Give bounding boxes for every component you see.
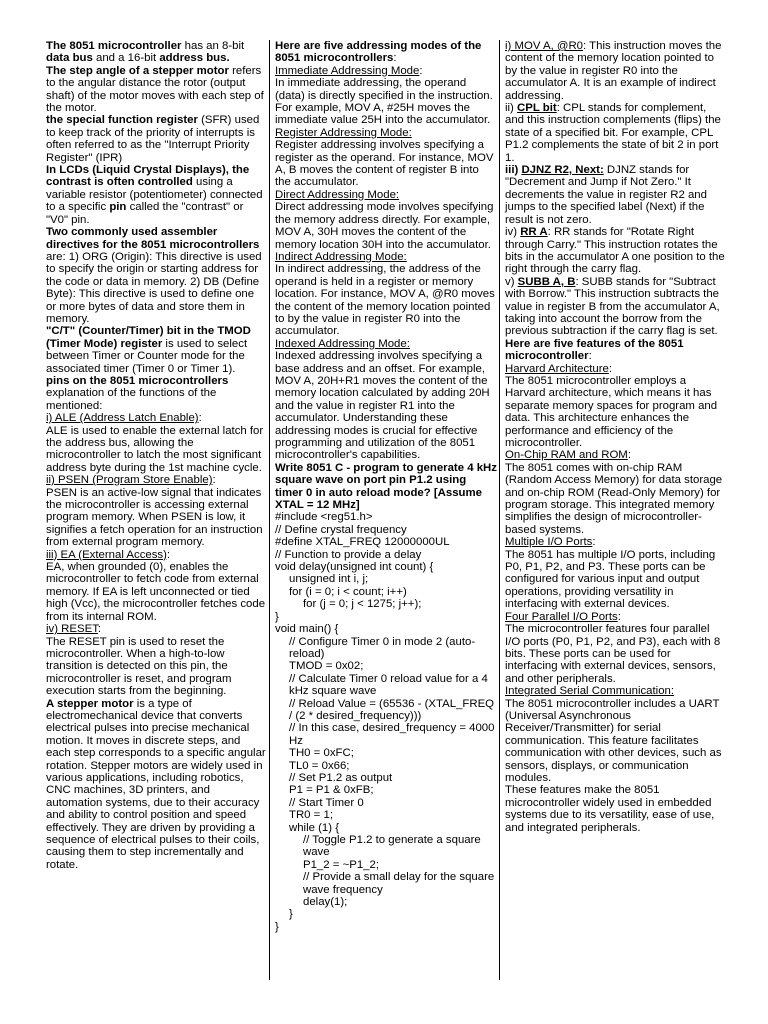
col2-run: Write 8051 C - program to generate 4 kHz square wave on port pin P1.2 using timer 0 in auto reload mode? [Assume XTAL = 12 MHz] xyxy=(275,461,497,512)
col1-run: : xyxy=(212,474,216,487)
col3-run: : xyxy=(608,362,612,375)
code-line: // Start Timer 0 xyxy=(289,796,364,809)
col3-run: Harvard Architecture xyxy=(505,362,609,375)
column-right xyxy=(505,40,725,834)
column-left xyxy=(46,40,266,871)
col1-run: pins on the 8051 microcontrollers xyxy=(46,374,229,387)
code-listing xyxy=(275,511,497,933)
col3-run: Integrated Serial Communication: xyxy=(505,685,675,698)
column-divider-left xyxy=(269,40,270,980)
col1-run: The 8051 microcontroller xyxy=(46,40,182,52)
column-left-text xyxy=(46,40,266,871)
col1-run: Two commonly used assembler directives for the 8051 microcontrollers xyxy=(46,226,260,251)
col1-run: refers to the angular distance the rotor (output shaft) of the motor moves with each step of the motor. xyxy=(46,64,264,115)
col3-run: DJNZ stands for "Decrement and Jump if Not Zero." It decrements the value in register R2 and jumps to the specified label (Next) if the result is not zero. xyxy=(505,164,707,226)
col2-run: : xyxy=(419,64,423,77)
col2-run: Register Addressing Mode: xyxy=(275,126,412,139)
col1-run: and a 16-bit xyxy=(92,52,160,65)
col3-run: : xyxy=(592,536,596,549)
col2-run: Direct Addressing Mode: xyxy=(275,188,400,201)
col1-run: ii) PSEN (Program Store Enable) xyxy=(46,474,213,487)
code-line: } xyxy=(275,610,279,623)
col3-run: : RR stands for "Rotate Right through Carry." This instruction rotates the bits in the accumulator A one position to the right through the carry flag. xyxy=(505,226,725,276)
col2-run: Indirect Addressing Mode: xyxy=(275,250,407,263)
code-line: // Toggle P1.2 to generate a square wave xyxy=(303,834,481,859)
col3-run: Four Parallel I/O Ports xyxy=(505,610,618,623)
code-line: // Calculate Timer 0 reload value for a 4 kHz square wave xyxy=(289,672,488,698)
col1-run: : xyxy=(97,623,102,636)
code-line: P1_2 = ~P1_2; xyxy=(303,858,380,871)
col3-run: i) MOV A, @R0 xyxy=(505,40,584,52)
col1-run: PSEN is an active-low signal that indicates the microcontroller is accessing external program memory. When PSEN is low, it signifies a fetch operation for an instruction from external program memory. xyxy=(46,486,263,549)
column-middle xyxy=(275,40,497,933)
col3-run: The 8051 microcontroller employs a Harvard architecture, which means it has separate memory spaces for program and data. This architecture enhances the performance and efficiency of the microcontroller. xyxy=(505,374,718,449)
code-line: while (1) { xyxy=(289,821,340,834)
code-line: TL0 = 0x66; xyxy=(289,759,350,772)
col3-run: CPL bit xyxy=(517,102,557,115)
col3-run: Multiple I/O Ports xyxy=(505,536,593,549)
col3-run: RR A xyxy=(520,226,548,239)
col1-run: data bus xyxy=(46,52,93,65)
code-line: // Function to provide a delay xyxy=(275,548,422,561)
col2-run: Register addressing involves specifying a register as the operand. For instance, MOV A, B moves the content of register B into the accumulator. xyxy=(275,139,494,189)
code-line: // In this case, desired_frequency = 4000 Hz xyxy=(289,722,495,747)
code-line: // Provide a small delay for the square wave frequency xyxy=(303,871,495,896)
col1-run: is a type of electromechanical device that converts electrical pulses into precise mechanical motion. It moves in discrete steps, and each step corresponds to a specific angular rotation. Stepper motors are widely used in various applications, including robotics, CNC machines, 3D printers, and automation systems, due to their accuracy and ability to control position and speed effectively. They are driven by providing a sequence of electrical pulses to their coils, causing them to step incrementally and rotate. xyxy=(46,697,266,871)
col1-run: (SFR) used to keep track of the priority of interrupts is often referred to as the "Interrupt Priority Register" (IPR) xyxy=(46,114,260,164)
code-line: TR0 = 1; xyxy=(289,809,333,822)
code-line: TH0 = 0xFC; xyxy=(289,747,354,760)
col1-run: pin xyxy=(109,201,127,214)
code-line: delay(1); xyxy=(303,896,348,909)
col1-run: has an 8-bit xyxy=(181,40,245,52)
col3-run: : xyxy=(588,350,592,363)
code-line: void main() { xyxy=(275,623,339,636)
col2-run: In immediate addressing, the operand (data) is directly specified in the instruction. For example, MOV A, #25H moves the immediate value 25H into the accumulator. xyxy=(275,77,493,127)
code-line: P1 = P1 & 0xFB; xyxy=(289,784,374,797)
col3-run: : xyxy=(627,449,631,462)
col1-run: "C/T" (Counter/Timer) bit in the TMOD (Timer Mode) register xyxy=(46,325,251,350)
col3-run: ii) xyxy=(505,102,518,115)
col1-run: In LCDs (Liquid Crystal Displays), the contrast is often controlled xyxy=(46,164,250,189)
col3-run: : SUBB stands for "Subtract with Borrow." This instruction subtracts the value in register B from the accumulator A, taking into account the borrow from the previous subtraction if the carry flag is set. xyxy=(505,275,720,338)
col1-run: called the "contrast" or "V0" pin. xyxy=(46,201,244,226)
code-line: // Define crystal frequency xyxy=(275,523,407,536)
col1-run: are: 1) ORG (Origin): This directive is used to specify the origin or starting address for the code or data in memory. 2) DB (Define Byte): This directive is used to define one or more bytes of data and store them in memory. xyxy=(46,250,262,325)
col3-run: : This instruction moves the content of the memory location pointed to by the value in register R0 into the accumulator A. It is an example of indirect addressing. xyxy=(505,40,722,102)
col1-run: i) ALE (Address Latch Enable) xyxy=(46,412,199,425)
col3-run: : CPL stands for complement, and this instruction complements (flips) the state of a specified bit. For example, CPL P1.2 complements the state of bit 2 in port 1. xyxy=(505,102,721,164)
col1-run: iii) EA (External Access) xyxy=(46,548,167,561)
col3-run: iv) xyxy=(505,226,521,239)
code-line: // Reload Value = (65536 - (XTAL_FREQ / (2 * desired_frequency))) xyxy=(289,697,495,722)
col2-run: : xyxy=(393,52,397,65)
code-line: } xyxy=(275,920,279,933)
col1-run: the special function register xyxy=(46,114,198,127)
col1-run: using a variable resistor (potentiometer) connected to a specific xyxy=(46,176,263,214)
code-line: for (i = 0; i < count; i++) xyxy=(289,585,407,598)
code-line: // Set P1.2 as output xyxy=(289,771,393,784)
col3-run: The 8051 has multiple I/O ports, including P0, P1, P2, and P3. These ports can be configured for various input and output operations, providing versatility in interfacing with external devices. xyxy=(505,548,716,611)
col3-run: SUBB A, B xyxy=(517,275,576,288)
col3-run: DJNZ R2, Next: xyxy=(521,164,604,177)
col1-run: explanation of the functions of the mentioned: xyxy=(46,387,217,412)
col1-run: The step angle of a stepper motor xyxy=(46,64,229,77)
col3-run: v) xyxy=(505,275,518,288)
column-right-text xyxy=(505,40,725,834)
col2-run: In indirect addressing, the address of the operand is held in a register or memory location. For instance, MOV A, @R0 moves the content of the memory location pointed to by the value in register R0 into the accumulator. xyxy=(275,263,495,338)
col2-run: Indexed Addressing Mode: xyxy=(275,337,410,350)
col3-run: These features make the 8051 microcontroller widely used in embedded systems due to its versatility, ease of use, and integrated peripherals. xyxy=(505,784,715,834)
code-line: } xyxy=(289,908,293,921)
col1-run: address bus. xyxy=(159,52,230,65)
col1-run: : xyxy=(166,548,171,561)
column-divider-right xyxy=(499,40,500,980)
col1-run: EA, when grounded (0), enables the microcontroller to fetch code from external memory. If EA is left unconnected or tied high (Vcc), the microcontroller fetches code from its internal ROM. xyxy=(46,561,266,623)
col1-run: iv) RESET xyxy=(46,623,98,636)
col2-run: Immediate Addressing Mode xyxy=(275,64,420,77)
col3-run: On-Chip RAM and ROM xyxy=(505,449,628,462)
col1-run: : xyxy=(198,412,202,425)
code-line: // Configure Timer 0 in mode 2 (auto-reload) xyxy=(289,635,476,660)
col2-run: Here are five addressing modes of the 8051 microcontrollers xyxy=(275,40,482,65)
col3-run: : xyxy=(617,610,621,623)
col1-run: A stepper motor xyxy=(46,697,134,710)
code-line: unsigned int i, j; xyxy=(289,573,369,586)
code-line: void delay(unsigned int count) { xyxy=(275,561,434,574)
col2-run: Indexed addressing involves specifying a base address and an offset. For example, MOV A, 20H+R1 moves the content of the memory location calculated by adding 20H and the value in register R1 into the accumulator. Understanding these addressing modes is crucial for effective programming and utilization of the 8051 microcontroller's capabilities. xyxy=(275,350,490,462)
code-line: TMOD = 0x02; xyxy=(289,660,364,673)
col3-run: Here are five features of the 8051 microcontroller xyxy=(505,337,684,363)
col1-run: is used to select between Timer or Counter mode for the associated timer (Timer 0 or Timer 1). xyxy=(46,337,248,375)
col3-run: The microcontroller features four parallel I/O ports (P0, P1, P2, and P3), each with 8 bits. These ports can be used for interfacing with external devices, sensors, and other peripherals. xyxy=(505,623,721,685)
col2-run: Direct addressing mode involves specifying the memory address directly. For example, MOV A, 30H moves the content of the memory location 30H into the accumulator. xyxy=(275,201,494,251)
code-line: #define XTAL_FREQ 12000000UL xyxy=(275,536,450,549)
code-line: for (j = 0; j < 1275; j++); xyxy=(303,598,422,611)
col1-run: ALE is used to enable the external latch for the address bus, allowing the microcontroller to latch the most significant address byte during the 1st machine cycle. xyxy=(46,424,264,474)
code-line: #include <reg51.h> xyxy=(275,511,373,524)
col3-run: The 8051 comes with on-chip RAM (Random Access Memory) for data storage and on-chip ROM (Read-Only Memory) for program storage. This integrated memory simplifies the design of microcontroller-based systems. xyxy=(505,461,723,536)
col1-run: The RESET pin is used to reset the microcontroller. When a high-to-low transition is detected on this pin, the microcontroller is reset, and program execution starts from the beginning. xyxy=(46,635,232,698)
col3-run: iii) xyxy=(505,164,522,177)
column-middle-text xyxy=(275,40,497,511)
col3-run: The 8051 microcontroller includes a UART (Universal Asynchronous Receiver/Transmitter) for serial communication. This feature facilitates communication with other devices, such as sensors, displays, or communication modules. xyxy=(505,697,722,784)
